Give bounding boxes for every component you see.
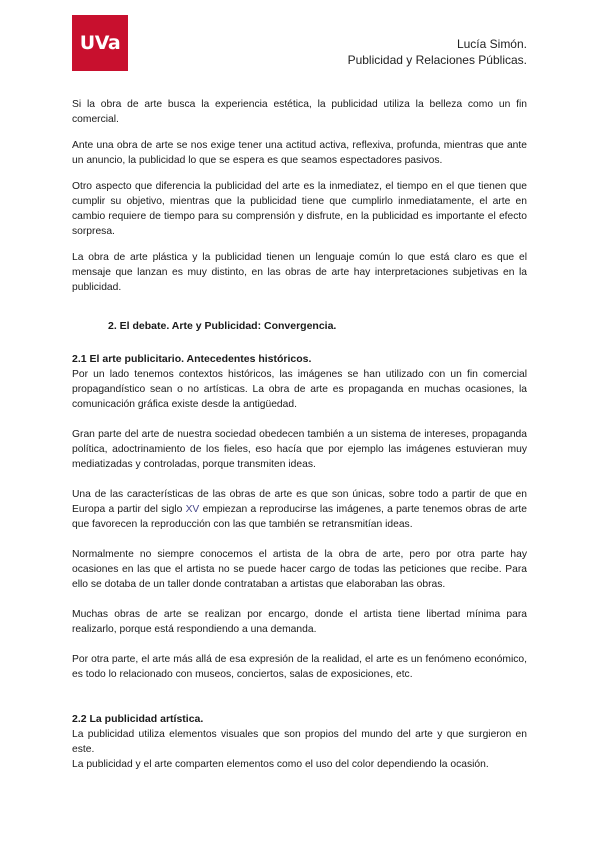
intro-paragraph-4: La obra de arte plástica y la publicidad tienen un lenguaje común lo que está claro es que el mensaje que lanzan es muy distinto, en las obras de arte hay interpretaciones subjetivas en la publicidad. [72, 252, 527, 293]
subsection-2-2-paragraph-1: La publicidad utiliza elementos visuales que son propios del mundo del arte y que surgieron en este. [72, 729, 527, 755]
century-numeral: XV [185, 504, 200, 515]
subsection-2-1-paragraph-5: Muchas obras de arte se realizan por encargo, donde el artista tiene libertad mínima para realizarlo, porque está respondiendo a una demanda. [72, 609, 527, 635]
header-subject: Publicidad y Relaciones Públicas. [347, 52, 527, 67]
subsection-2-2-paragraph-2: La publicidad y el arte comparten elementos como el uso del color dependiendo la ocasión. [72, 759, 489, 770]
subsection-2-1-paragraph-2: Gran parte del arte de nuestra sociedad obedecen también a un sistema de intereses, propaganda política, adoctrinamiento de los fieles, eso hacía que por ejemplo las imágenes estuvieran muy mediatizadas y controladas, porque transmiten ideas. [72, 429, 527, 470]
intro-paragraph-1: Si la obra de arte busca la experiencia estética, la publicidad utiliza la belleza como un fin comercial. [72, 99, 527, 125]
subsection-2-1-paragraph-3 [72, 487, 527, 532]
paragraph-3-part-a: Una de las características de las obras de arte es que son únicas, sobre todo a partir de que en Europa a partir del siglo [72, 489, 527, 515]
document-body [72, 97, 527, 772]
subsection-2-1-paragraph-1: Por un lado tenemos contextos históricos, las imágenes se han utilizado con un fin comercial propagandístico sean o no artísticas. La obra de arte es propaganda en muchas ocasiones, la comunicación gráfica existe desde la antigüedad. [72, 369, 527, 410]
subsection-2-2-heading: 2.2 La publicidad artística. [72, 713, 204, 725]
university-logo [72, 15, 128, 71]
page-header [348, 37, 527, 68]
subsection-2-1-paragraph-6: Por otra parte, el arte más allá de esa expresión de la realidad, el arte es un fenómeno económico, es todo lo relacionado con museos, conciertos, salas de exposiciones, etc. [72, 654, 527, 680]
subsection-2-1-paragraph-4: Normalmente no siempre conocemos el artista de la obra de arte, pero por otra parte hay ocasiones en las que el artista no se puede hacer cargo de todas las peticiones que recibe. Para ello se dotaba de un taller donde contrataban a artistas que elaboraban las obras. [72, 549, 527, 590]
intro-paragraph-3: Otro aspecto que diferencia la publicidad del arte es la inmediatez, el tiempo en el que tienen que cumplir su objetivo, mientras que la publicidad tiene que cumplirlo inmediatamente, el arte en cambio requiere de tiempo para su comprensión y disfrute, en la publicidad es importante el efecto sorpresa. [72, 181, 527, 237]
header-author: Lucía Simón. [456, 37, 527, 51]
intro-paragraph-2: Ante una obra de arte se nos exige tener una actitud activa, reflexiva, profunda, mientras que ante un anuncio, la publicidad lo que se espera es que seamos espectadores pasivos. [72, 140, 527, 166]
logo-text: UVa [79, 32, 121, 54]
section-2-heading: 2. El debate. Arte y Publicidad: Convergencia. [108, 320, 337, 332]
paragraph-3-part-c: empiezan a reproducirse las imágenes, a parte tenemos obras de arte que favorecen la reproducción con las que también se retransmitían ideas. [72, 504, 527, 530]
subsection-2-1-heading: 2.1 El arte publicitario. Antecedentes históricos. [72, 353, 312, 365]
